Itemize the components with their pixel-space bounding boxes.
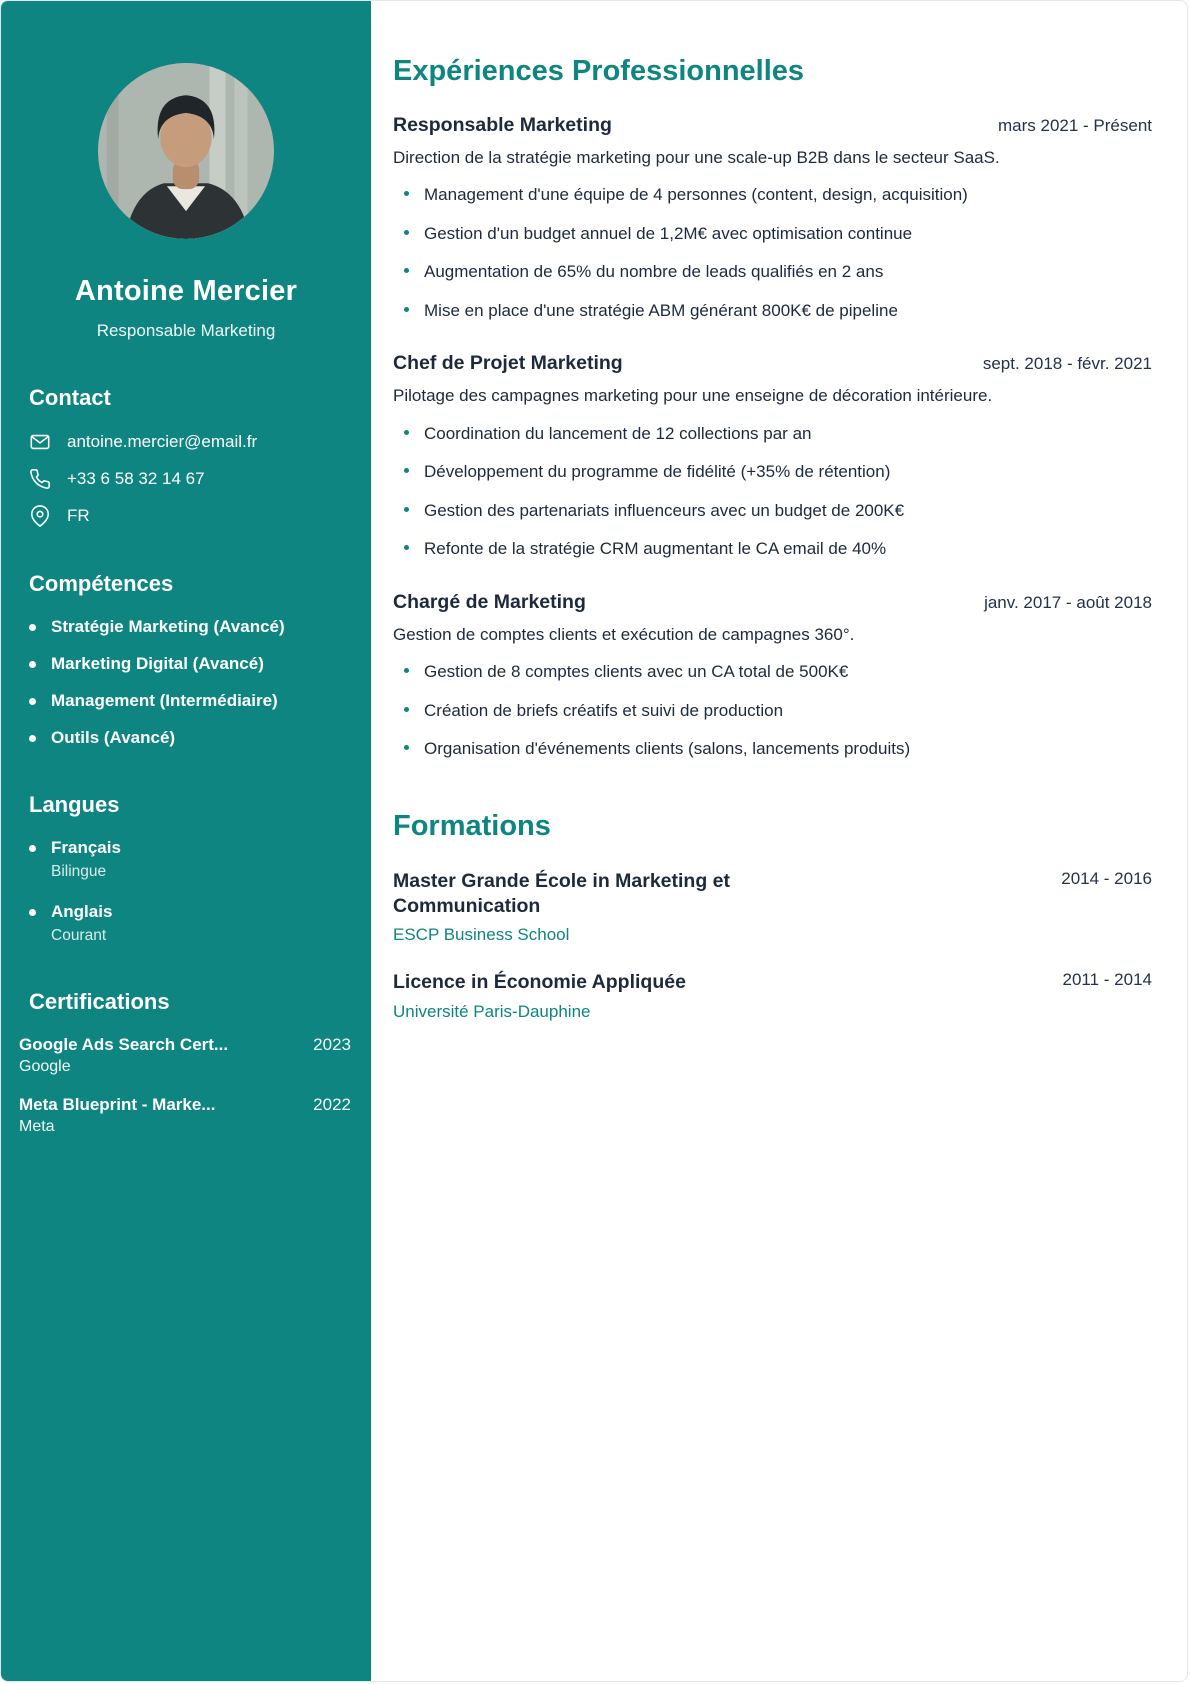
contact-phone (29, 468, 343, 490)
email-icon (29, 431, 51, 453)
education-dates: 2011 - 2014 (1062, 970, 1152, 990)
candidate-name: Antoine Mercier (74, 275, 298, 307)
job-bullet: Refonte de la stratégie CRM augmentant le CA email de 40% (393, 536, 1073, 562)
certification-name: Google Ads Search Cert... (19, 1035, 229, 1054)
skill-label: Marketing Digital (Avancé) (51, 654, 264, 673)
skill-item (29, 728, 343, 748)
skill-label: Management (Intermédiaire) (51, 691, 278, 710)
contact-email (29, 431, 343, 453)
certification-item (19, 1035, 351, 1076)
avatar (98, 63, 274, 239)
job-summary: Direction de la stratégie marketing pour une scale-up B2B dans le secteur SaaS. (393, 148, 1000, 167)
sidebar (1, 1, 371, 1681)
candidate-title: Responsable Marketing (96, 321, 276, 340)
skill-item (29, 617, 343, 637)
certifications-section (19, 989, 351, 1136)
skill-item (29, 691, 343, 711)
education-section-title: Formations (393, 809, 551, 842)
job-bullets (393, 182, 1152, 323)
experience-entry (393, 591, 1152, 762)
job-dates: sept. 2018 - févr. 2021 (982, 354, 1152, 374)
certification-year: 2023 (313, 1035, 351, 1054)
school-name: Université Paris-Dauphine (393, 1001, 591, 1021)
job-bullet: Coordination du lancement de 12 collections par an (393, 421, 1073, 447)
phone-icon (29, 468, 51, 490)
certification-issuer: Google (19, 1058, 71, 1075)
portrait-photo-placeholder (98, 63, 274, 239)
job-summary: Gestion de comptes clients et exécution de campagnes 360°. (393, 624, 855, 644)
certification-year: 2022 (313, 1095, 351, 1114)
language-level: Courant (51, 927, 107, 944)
contact-location-text: FR (67, 506, 90, 525)
job-summary: Pilotage des campagnes marketing pour une enseigne de décoration intérieure. (393, 386, 993, 406)
job-title: Chef de Projet Marketing (393, 352, 623, 375)
contact-email-text: antoine.mercier@email.fr (67, 432, 258, 451)
bullet-dot-icon (29, 624, 36, 631)
skills-section (29, 571, 343, 748)
language-level: Bilingue (51, 863, 107, 880)
education-entry (393, 869, 1152, 946)
experience-entry (393, 352, 1152, 561)
main-content (371, 1, 1187, 1681)
job-bullet: Gestion d'un budget annuel de 1,2M€ avec optimisation continue (393, 221, 1073, 247)
location-icon (29, 505, 51, 527)
job-bullet: Gestion des partenariats influenceurs avec un budget de 200K€ (393, 498, 1073, 524)
job-title: Responsable Marketing (393, 114, 612, 136)
job-bullet: Augmentation de 65% du nombre de leads qualifiés en 2 ans (393, 259, 1073, 285)
job-bullets (393, 421, 1152, 562)
school-name: ESCP Business School (393, 925, 570, 945)
skills-heading: Compétences (29, 571, 174, 596)
bullet-dot-icon (29, 661, 36, 668)
job-title: Chargé de Marketing (393, 590, 586, 613)
certification-item (19, 1095, 351, 1136)
job-bullet: Management d'une équipe de 4 personnes (content, design, acquisition) (393, 182, 1073, 208)
job-bullet: Organisation d'événements clients (salons, lancements produits) (393, 736, 1073, 762)
job-dates: mars 2021 - Présent (997, 116, 1152, 135)
skill-item (29, 654, 343, 674)
languages-heading: Langues (29, 792, 120, 817)
certification-issuer: Meta (19, 1118, 55, 1135)
degree-title: Master Grande École in Marketing et Communication (393, 869, 731, 917)
experience-entry (393, 114, 1152, 323)
certification-name: Meta Blueprint - Marke... (19, 1095, 216, 1114)
contact-phone-text: +33 6 58 32 14 67 (67, 469, 205, 488)
experience-section-title: Expériences Professionnelles (393, 55, 805, 87)
contact-heading: Contact (29, 385, 111, 410)
language-item (29, 838, 343, 881)
job-bullet: Création de briefs créatifs et suivi de production (393, 698, 1073, 724)
job-bullet: Développement du programme de fidélité (+35% de rétention) (393, 459, 1073, 485)
language-name: Anglais (51, 902, 113, 921)
contact-section (29, 385, 343, 527)
job-bullet: Gestion de 8 comptes clients avec un CA total de 500K€ (393, 659, 1073, 685)
job-bullet: Mise en place d'une stratégie ABM générant 800K€ de pipeline (393, 298, 1073, 324)
language-item (29, 902, 343, 945)
language-name: Français (51, 838, 121, 857)
skill-label: Stratégie Marketing (Avancé) (51, 617, 285, 636)
contact-location (29, 505, 343, 527)
languages-section (29, 792, 343, 945)
bullet-dot-icon (29, 845, 36, 852)
job-dates: janv. 2017 - août 2018 (984, 592, 1152, 612)
bullet-dot-icon (29, 735, 36, 742)
degree-title: Licence in Économie Appliquée (393, 971, 686, 994)
education-dates: 2014 - 2016 (1061, 868, 1152, 888)
skill-label: Outils (Avancé) (51, 728, 176, 747)
education-entry (393, 970, 1152, 1021)
certifications-heading: Certifications (29, 989, 170, 1014)
bullet-dot-icon (29, 909, 36, 916)
bullet-dot-icon (29, 698, 36, 705)
job-bullets (393, 659, 1152, 762)
